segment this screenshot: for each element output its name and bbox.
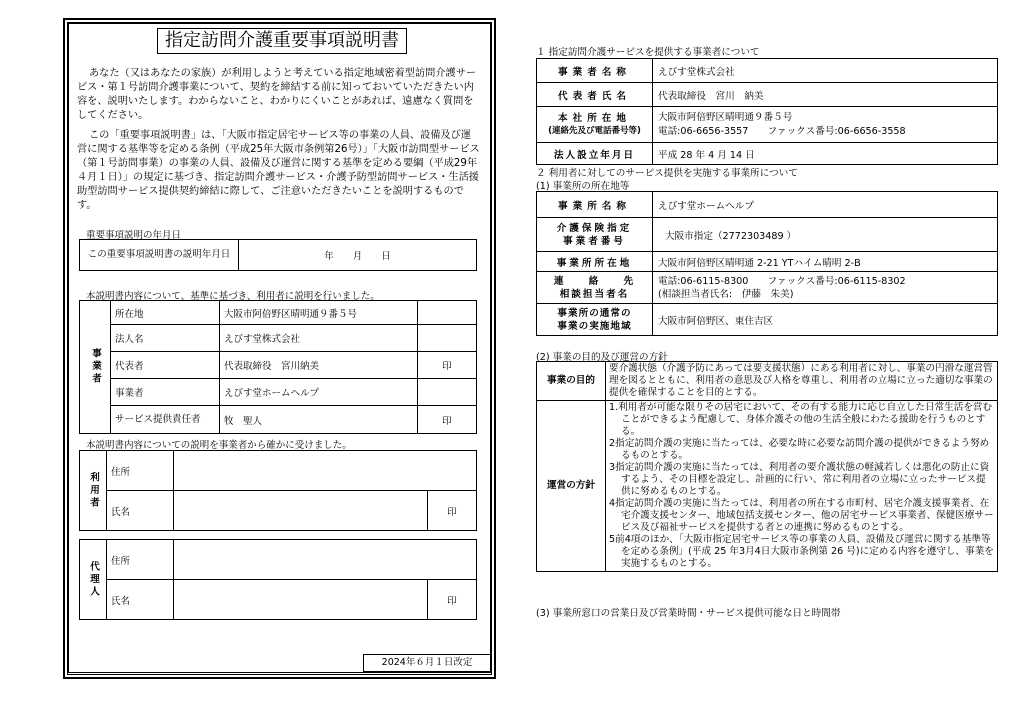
seal-mark (418, 325, 477, 352)
date-row-value[interactable]: 年 月 日 (239, 240, 477, 271)
company-row-value: 代表取締役 宮川 納美 (653, 83, 998, 107)
office-row-value (653, 272, 998, 304)
provider-row-value: 大阪市阿倍野区晴明通９番５号 (220, 301, 418, 325)
company-row-key: 法人設立年月日 (537, 143, 653, 165)
policy-item: 5前4項のほか、「大阪市指定居宅サービス等の事業の人員、設備及び運営に関する基準等を定める条例」(平成 25 年3月4日大阪市条例第 26 号)に定める内容を遵守し、事業を実施するものとする。 (609, 534, 994, 569)
provider-row-value: 代表取締役 宮川納美 (220, 352, 418, 379)
office-row-value: 大阪市指定（2772303489 ） (653, 218, 998, 252)
office-key-line2: 事業者番号 (563, 235, 626, 247)
office-table (536, 191, 998, 336)
user-seal: 印 (428, 491, 477, 531)
agent-name-field[interactable] (174, 580, 428, 620)
receive-text: 本説明書内容についての説明を事業者から確かに受けました。 (86, 440, 352, 451)
intro-paragraph: あなた（又はあなたの家族）が利用しようと考えている指定地域密着型訪問介護サービス・第１号訪問介護事業について、契約を締結する前に知っておいていただきたい内容を、説明いたします。わからないこと、わかりにくいことがあれば、遠慮なく質問をしてください。 (77, 68, 477, 121)
revision-date: 2024年６月１日改定 (363, 654, 491, 672)
company-row-value (653, 107, 998, 143)
company-table (536, 58, 998, 165)
office-row-value: 大阪市阿倍野区晴明通 2-21 YTハイム晴明 2-B (653, 252, 998, 272)
contact-person: (相談担当者氏名: 伊藤 朱美) (658, 288, 794, 300)
provider-row-key: サービス提供責任者 (111, 406, 220, 434)
agent-name-label: 氏名 (107, 580, 174, 620)
agent-label: 代理人 (80, 540, 107, 620)
provider-row-value: 牧 聖人 (220, 406, 418, 434)
office-key-line2: 相談担当者名 (559, 288, 630, 300)
provider-row-value: えびす堂ホームヘルプ (220, 379, 418, 406)
policy-label: 運営の方針 (537, 401, 606, 572)
document-title: 指定訪問介護重要事項説明書 (157, 28, 407, 54)
agent-seal: 印 (428, 580, 477, 620)
agent-address-field[interactable] (174, 540, 477, 580)
date-section-label: 重要事項説明の年月日 (86, 230, 182, 241)
agent-sign-table (79, 539, 477, 620)
policy-table (536, 361, 998, 572)
company-row-key: 事業者名称 (537, 59, 653, 83)
purpose-paragraph: この「重要事項説明書」は、「大阪市指定居宅サービス等の事業の人員、設備及び運営に関する基準等を定める条例（平成25年大阪市条例第26号）」「大阪市訪問型サービス（第１号訪問事業）の事業の人員、設備及び運営に関する基準を定める要綱（平成29年４月１日）」の規定に基づき、指定訪問介護サービス・介護予防型訪問サービス・生活援助型訪問サービス提供契約締結に際して、ご注意いただきたいことを説明するものです。 (77, 130, 480, 211)
section2-sub3: (3) 事業所窓口の営業日及び営業時間・サービス提供可能な日と時間帯 (536, 608, 841, 619)
section1-title: １ 指定訪問介護サービスを提供する事業者について (536, 47, 760, 58)
office-row-key (537, 218, 653, 252)
office-key-line1: 事業所の通常の (557, 307, 632, 319)
provider-row-key: 所在地 (111, 301, 220, 325)
user-address-label: 住所 (107, 451, 174, 491)
office-key-line1: 連 絡 先 (553, 275, 636, 287)
policy-item: 4指定訪問介護の実施に当たっては、利用者の所在する市町村、居宅介護支援事業者、在宅介護支援センター、地域包括支援センター、他の居宅サービス事業者、保健医療サービス及び福祉サービスを提供する者との連携に努めるものとする。 (609, 498, 994, 533)
company-row-key: 代表者氏名 (537, 83, 653, 107)
policy-item: 3指定訪問介護の実施に当たっては、利用者の要介護状態の軽減若しくは悪化の防止に資するよう、その目標を設定し、計画的に行い、常に利用者の立場に立ったサービス提供に努めるものとする。 (609, 462, 990, 497)
user-name-label: 氏名 (107, 491, 174, 531)
office-row-value: えびす堂ホームヘルプ (653, 192, 998, 218)
hq-label: 本社所在地 (558, 112, 631, 124)
hq-phone: 電話:06-6656-3557 ファックス番号:06-6656-3558 (658, 125, 906, 137)
policy-list (606, 401, 998, 572)
purpose-label: 事業の目的 (537, 362, 606, 401)
office-row-value: 大阪市阿倍野区、東住吉区 (653, 304, 998, 336)
office-row-key (537, 272, 653, 304)
seal-mark (418, 301, 477, 325)
explanation-date-table (79, 239, 477, 271)
purpose-text: 要介護状態（介護予防にあっては要支援状態）にある利用者に対し、事業の円滑な運営管理を図るとともに、利用者の意思及び人格を尊重し、利用者の立場に立った適切な事業の提供を確保することを目的とする。 (606, 362, 998, 401)
company-row-key (537, 107, 653, 143)
section2-sub2: (2) 事業の目的及び運営の方針 (536, 352, 668, 363)
provider-label: 事業者 (80, 301, 111, 434)
office-key-line1: 介護保険指定 (556, 222, 633, 234)
provider-row-key: 事業者 (111, 379, 220, 406)
provider-row-key: 代表者 (111, 352, 220, 379)
section2-sub1: (1) 事業所の所在地等 (536, 181, 630, 192)
date-row-label: この重要事項説明書の説明年月日 (80, 240, 239, 271)
office-row-key (537, 304, 653, 336)
provider-row-key: 法人名 (111, 325, 220, 352)
agent-address-label: 住所 (107, 540, 174, 580)
office-key-line2: 事業の実施地域 (557, 320, 632, 332)
hq-address: 大阪市阿倍野区晴明通９番５号 (658, 111, 793, 123)
seal-mark: 印 (418, 406, 477, 434)
company-row-value: えびす堂株式会社 (653, 59, 998, 83)
provider-table (79, 300, 477, 434)
user-name-field[interactable] (174, 491, 428, 531)
office-row-key: 事業所名称 (537, 192, 653, 218)
office-row-key: 事業所所在地 (537, 252, 653, 272)
section2-title: ２ 利用者に対してのサービス提供を実施する事業所について (536, 168, 798, 179)
provider-row-value: えびす堂株式会社 (220, 325, 418, 352)
user-label: 利用者 (80, 451, 107, 531)
company-row-value: 平成 28 年 4 月 14 日 (653, 143, 998, 165)
user-sign-table (79, 450, 477, 531)
user-address-field[interactable] (174, 451, 477, 491)
policy-item: 1.利用者が可能な限りその居宅において、その有する能力に応じ自立した日常生活を営むことができるよう配慮して、身体介護その他の生活全般にわたる援助を行うものとする。 (609, 402, 993, 437)
policy-item: 2指定訪問介護の実施に当たっては、必要な時に必要な訪問介護の提供ができるよう努めるものとする。 (609, 438, 990, 461)
contact-phone: 電話:06-6115-8300 ファックス番号:06-6115-8302 (658, 275, 906, 287)
seal-mark (418, 379, 477, 406)
explain-intro: 本説明書内容について、基準に基づき、利用者に説明を行いました。 (86, 291, 380, 302)
seal-mark: 印 (418, 352, 477, 379)
hq-sublabel: (連絡先及び電話番号等) (548, 125, 641, 136)
